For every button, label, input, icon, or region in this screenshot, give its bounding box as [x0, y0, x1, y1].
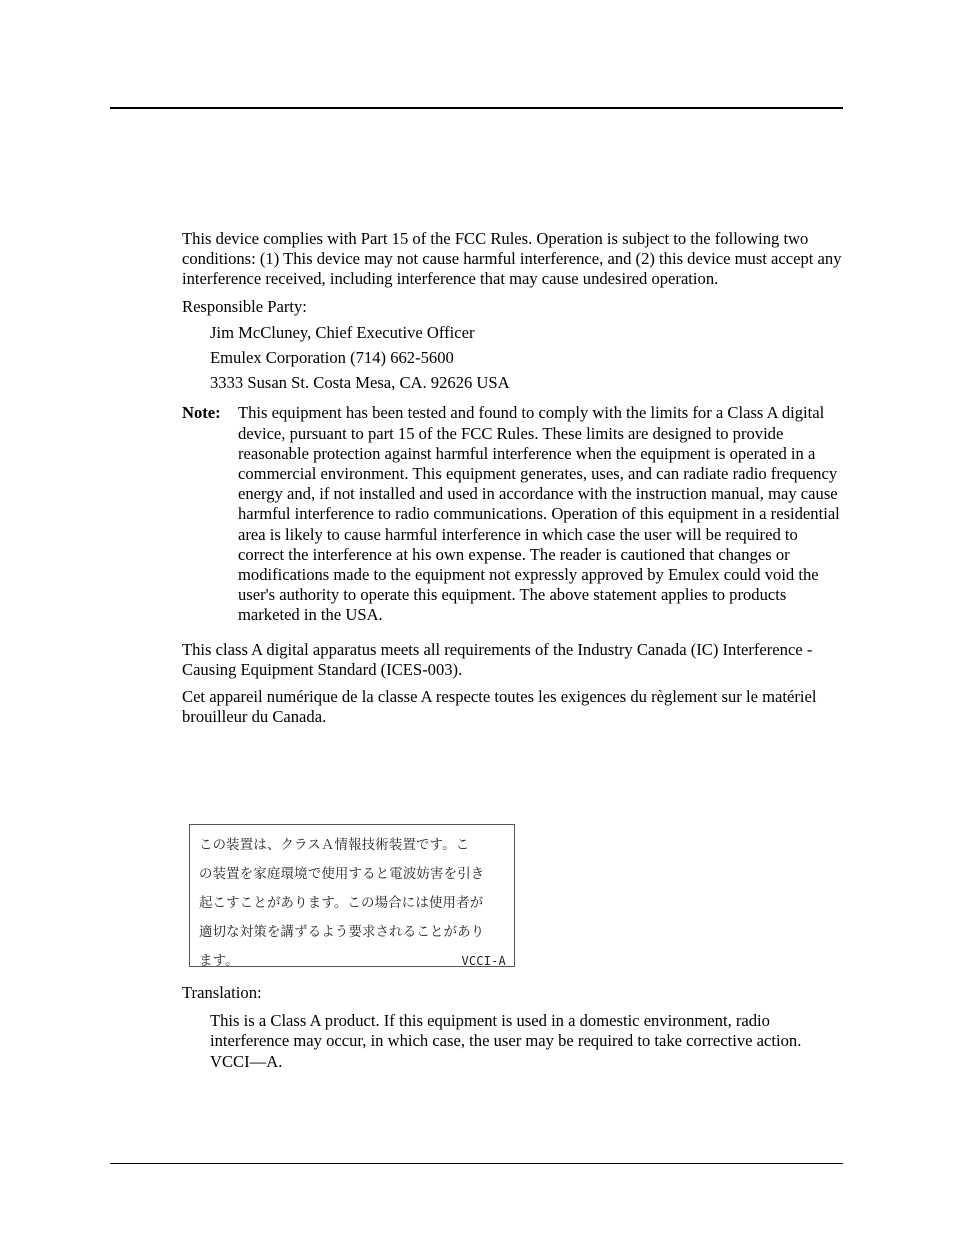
- vcci-line: 適切な対策を講ずるよう要求されることがあり: [199, 925, 485, 940]
- note-text: This equipment has been tested and found to comply with the limits for a Class A digital device, pursuant to part 15 of the FCC Rules. These limits are designed to provide reasonable protection against harmful interference when the equipment is operated in a commercial environment. This equipment generates, uses, and can radiate radio frequency energy and, if not installed and used in accordance with the instruction manual, may cause harmful interference to radio communications. Operation of this equipment in a residential area is likely to cause harmful interference in which case the user will be required to correct the interference at his own expense. The reader is cautioned that changes or modifications made to the equipment not expressly approved by Emulex could void the user's authority to operate this equipment. The above statement applies to products marketed in the USA.: [238, 403, 840, 625]
- fcc-note: [182, 403, 842, 625]
- vcci-line: この装置は、クラスＡ情報技術装置です。こ: [199, 838, 470, 853]
- translation-section: [182, 983, 842, 1072]
- canada-statement-fr: Cet appareil numérique de la classe A respecte toutes les exigences du règlement sur le matériel brouilleur du Canada.: [182, 687, 817, 727]
- vcci-notice-box: [189, 824, 515, 967]
- responsible-party-company: Emulex Corporation (714) 662-5600: [210, 348, 454, 368]
- note-label: Note:: [182, 403, 221, 423]
- vcci-line: ます。: [199, 954, 239, 969]
- canada-statement-en: This class A digital apparatus meets all requirements of the Industry Canada (IC) Interference - Causing Equipment Standard (ICES-003).: [182, 639, 813, 679]
- vcci-last-line: [199, 947, 508, 976]
- fcc-intro: This device complies with Part 15 of the FCC Rules. Operation is subject to the following two conditions: (1) This device may not cause harmful interference, and (2) this device must accept any interference received, including interference that may cause undesired operation.: [182, 229, 842, 289]
- vcci-code: VCCI-A: [461, 954, 506, 968]
- translation-label: Translation:: [182, 983, 262, 1002]
- header-rule: [110, 107, 843, 109]
- responsible-party-name: Jim McCluney, Chief Executive Officer: [210, 322, 475, 342]
- vcci-line: 起こすことがあります。この場合には使用者が: [199, 896, 484, 911]
- translation-text: This is a Class A product. If this equipment is used in a domestic environment, radio interference may occur, in which case, the user may be required to take corrective action. VCCI—A.: [210, 1011, 802, 1071]
- vcci-line: の装置を家庭環境で使用すると電波妨害を引き: [199, 867, 485, 882]
- regulatory-content: [182, 229, 842, 727]
- footer-rule: [110, 1163, 843, 1164]
- responsible-party-address: 3333 Susan St. Costa Mesa, CA. 92626 USA: [210, 373, 510, 393]
- responsible-party-label: Responsible Party:: [182, 296, 307, 316]
